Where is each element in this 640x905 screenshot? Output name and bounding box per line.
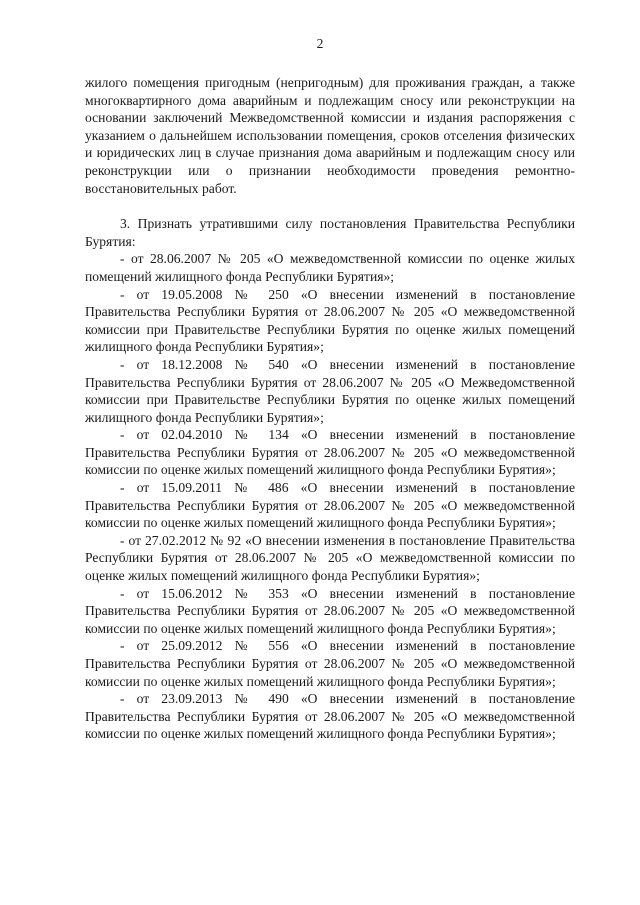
repealed-resolution-item: - от 15.09.2011 № 486 «О внесении изменений в постановление Правительства Республики Бурятия от 28.06.2007 № 205 «О межведомственной комиссии по оценке жилых помещений жилищного фонда Республики Бурятия»; — [85, 480, 575, 531]
intro-paragraph: жилого помещения пригодным (непригодным) для проживания граждан, а также многоквартирного дома аварийным и подлежащим сносу или реконструкции на основании заключений Межведомственной комиссии и издания распоряжения с указанием о дальнейшем использовании помещения, сроков отселения физических и юридических лиц в случае признания дома аварийным и подлежащим сносу или реконструкции или о признании необходимости проведения ремонтно-восстановительных работ. — [85, 75, 575, 196]
repealed-resolution-item: - от 28.06.2007 № 205 «О межведомственной комиссии по оценке жилых помещений жилищного фонда Республики Бурятия»; — [85, 251, 575, 284]
repealed-resolution-item: - от 02.04.2010 № 134 «О внесении изменений в постановление Правительства Республики Бурятия от 28.06.2007 № 205 «О межведомственной комиссии по оценке жилых помещений жилищного фонда Республики Бурятия»; — [85, 427, 575, 478]
paragraph-gap — [85, 197, 575, 215]
repealed-resolution-item: - от 23.09.2013 № 490 «О внесении изменений в постановление Правительства Республики Бурятия от 28.06.2007 № 205 «О межведомственной комиссии по оценке жилых помещений жилищного фонда Республики Бурятия»; — [85, 691, 575, 742]
item-3-heading: 3. Признать утратившими силу постановления Правительства Республики Бурятия: — [85, 216, 575, 249]
repealed-resolution-item: - от 15.06.2012 № 353 «О внесении изменений в постановление Правительства Республики Бурятия от 28.06.2007 № 205 «О межведомственной комиссии по оценке жилых помещений жилищного фонда Республики Бурятия»; — [85, 585, 575, 636]
repealed-resolution-item: - от 27.02.2012 № 92 «О внесении изменения в постановление Правительства Республики Бурятия от 28.06.2007 № 205 «О межведомственной комиссии по оценке жилых помещений жилищного фонда Республики Бурятия»; — [85, 532, 575, 584]
repealed-resolution-item: - от 19.05.2008 № 250 «О внесении изменений в постановление Правительства Республики Бурятия от 28.06.2007 № 205 «О межведомственной комиссии при Правительстве Республики Бурятия по оценке жилых помещений жилищного фонда Республики Бурятия»; — [85, 286, 575, 355]
repealed-resolution-item: - от 18.12.2008 № 540 «О внесении изменений в постановление Правительства Республики Бурятия от 28.06.2007 № 205 «О Межведомственной комиссии при Правительстве Республики Бурятия по оценке жилых помещений жилищного фонда Республики Бурятия»; — [85, 356, 575, 425]
page-number: 2 — [316, 36, 324, 51]
document-body — [85, 74, 575, 743]
repealed-resolution-item: - от 25.09.2012 № 556 «О внесении изменений в постановление Правительства Республики Бурятия от 28.06.2007 № 205 «О межведомственной комиссии по оценке жилых помещений жилищного фонда Республики Бурятия»; — [85, 638, 575, 689]
